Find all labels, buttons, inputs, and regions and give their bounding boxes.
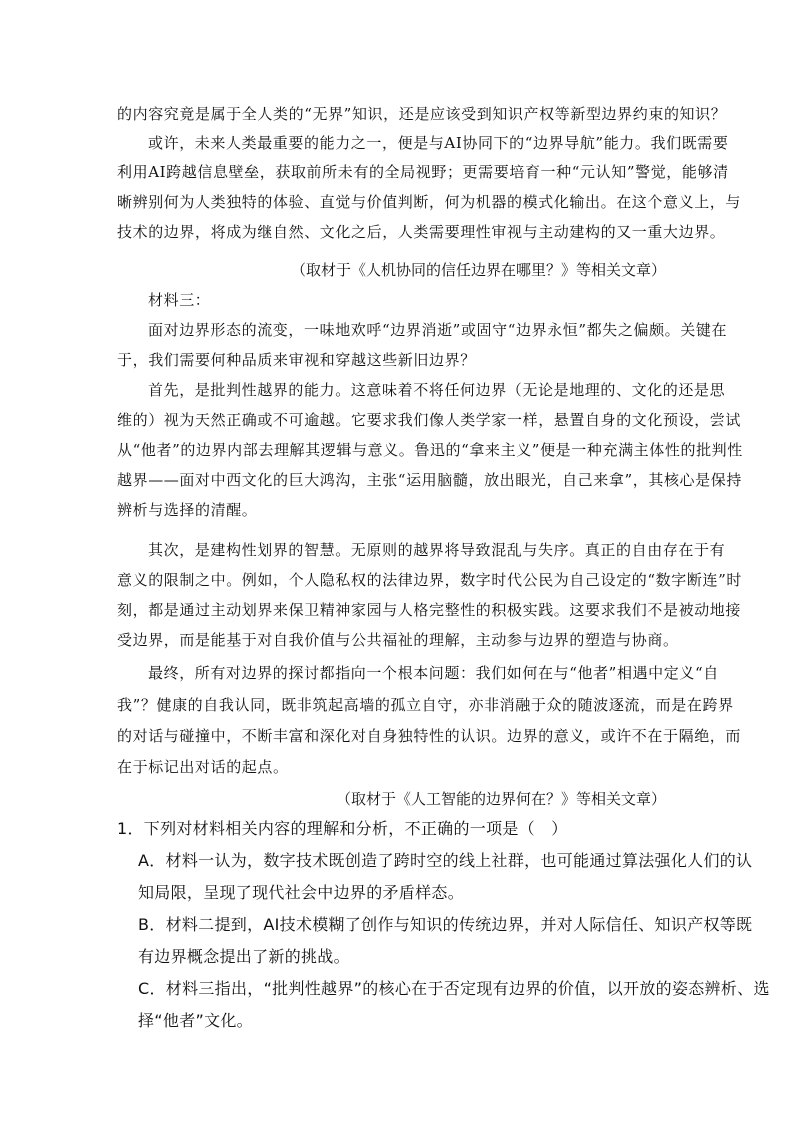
material3-line: 刻，都是通过主动划界来保卫精神家园与人格完整性的积极实践。这要求我们不是被动地接 — [117, 601, 742, 619]
option-c-cont: 择“他者”文化。 — [138, 1011, 253, 1030]
source-citation: （取材于《人工智能的边界何在？》等相关文章） — [335, 790, 666, 808]
source-citation: （取材于《人机协同的信任边界在哪里？》等相关文章） — [290, 261, 666, 279]
material3-line: 受边界，而是能基于对自我价值与公共福祉的理解，主动参与边界的塑造与协商。 — [117, 631, 679, 649]
material2-line: 或许，未来人类最重要的能力之一，便是与AI协同下的“边界导航”能力。我们既需要 — [148, 134, 729, 152]
material3-line: 从“他者”的边界内部去理解其逻辑与意义。鲁迅的“拿来主义”便是一种充满主体性的批判性 — [117, 441, 743, 459]
material2-line: 技术的边界，将成为继自然、文化之后，人类需要理性审视与主动建构的又一重大边界。 — [117, 223, 726, 241]
option-b: B．材料二提到，AI技术模糊了创作与知识的传统边界，并对人际信任、知识产权等既 — [138, 915, 753, 934]
material3-line: 首先，是批判性越界的能力。这意味着不将任何边界（无论是地理的、文化的还是思 — [148, 381, 726, 399]
option-c: C．材料三指出，“批判性越界”的核心在于否定现有边界的价值，以开放的姿态辨析、选 — [138, 979, 770, 998]
material3-label: 材料三： — [148, 291, 211, 309]
material3-line: 我”？健康的自我认同，既非筑起高墙的孤立自守，亦非消融于众的随波逐流，而是在跨界 — [117, 696, 734, 714]
material2-line: 晰辨别何为人类独特的体验、直觉与价值判断，何为机器的模式化输出。在这个意义上，与 — [117, 193, 742, 211]
material3-line: 越界——面对中西文化的巨大鸿沟，主张“运用脑髓，放出眼光，自己来拿”，其核心是保持 — [117, 471, 742, 489]
material3-line: 辨析与选择的清醒。 — [117, 501, 258, 519]
option-a: A．材料一认为，数字技术既创造了跨时空的线上社群，也可能通过算法强化人们的认 — [138, 851, 753, 870]
material3-line: 维的）视为天然正确或不可逾越。它要求我们像人类学家一样，悬置自身的文化预设，尝试 — [117, 411, 742, 429]
material2-line: 利用AI跨越信息壁垒，获取前所未有的全局视野；更需要培育一种“元认知”警觉，能够清 — [117, 163, 729, 181]
material3-line: 面对边界形态的流变，一味地欢呼“边界消逝”或固守“边界永恒”都失之偏颇。关键在 — [148, 321, 728, 339]
material3-line: 的对话与碰撞中，不断丰富和深化对自身独特性的认识。边界的意义，或许不在于隔绝，而 — [117, 727, 742, 745]
material2-line: 的内容究竟是属于全人类的“无界”知识，还是应该受到知识产权等新型边界约束的知识？ — [117, 105, 727, 123]
option-a-cont: 知局限，呈现了现代社会中边界的矛盾样态。 — [138, 883, 465, 902]
material3-line: 于，我们需要何种品质来审视和穿越这些新旧边界？ — [117, 351, 476, 369]
material3-line: 意义的限制之中。例如，个人隐私权的法律边界，数字时代公民为自己设定的“数字断连”时 — [117, 571, 742, 589]
material3-line: 最终，所有对边界的探讨都指向一个根本问题：我们如何在与“他者”相遇中定义“自 — [148, 664, 719, 682]
option-b-cont: 有边界概念提出了新的挑战。 — [138, 947, 350, 966]
material3-line: 在于标记出对话的起点。 — [117, 758, 289, 776]
question-stem: 1．下列对材料相关内容的理解和分析，不正确的一项是（ ） — [117, 819, 568, 838]
material3-line: 其次，是建构性划界的智慧。无原则的越界将导致混乱与失序。真正的自由存在于有 — [148, 541, 726, 559]
